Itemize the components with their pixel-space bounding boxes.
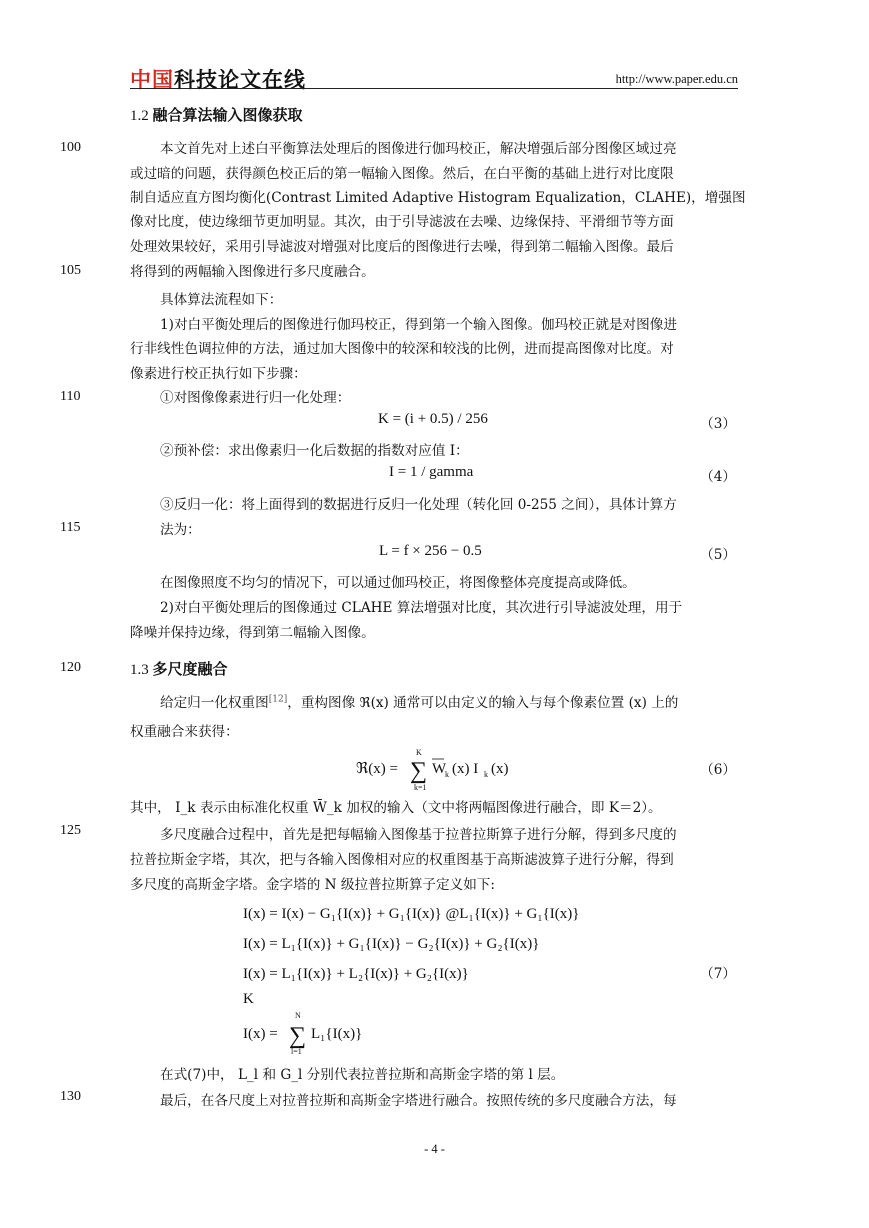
header-url[interactable]: http://www.paper.edu.cn <box>615 72 738 86</box>
line-number-100: 100 <box>60 140 81 155</box>
line-number-130: 130 <box>60 1089 81 1104</box>
section-heading-1-3 <box>130 658 228 679</box>
equation-5-number: （5） <box>700 547 736 563</box>
pyramid-line-1: 多尺度融合过程中，首先是把每幅输入图像基于拉普拉斯算子进行分解，得到多尺度的 <box>160 827 677 843</box>
equation-7-k: K <box>243 991 254 1007</box>
equation-3: K = (i + 0.5) / 256 <box>378 411 488 427</box>
equation-4-number: （4） <box>700 469 736 485</box>
substep3-line-2: 法为： <box>160 522 201 538</box>
svg-text:∑: ∑ <box>410 758 428 784</box>
pyramid-line-2: 拉普拉斯金字塔，其次，把与各输入图像相对应的权重图基于高斯滤波算子进行分解，得到 <box>130 852 674 868</box>
svg-text:k=1: k=1 <box>414 783 427 792</box>
substep-normalize: ①对图像像素进行归一化处理： <box>160 390 351 406</box>
svg-text:(x) I: (x) I <box>452 761 479 777</box>
equation-6-number: （6） <box>700 762 736 778</box>
equation-7 <box>243 898 643 1062</box>
step2-line-2: 降噪并保持边缘，得到第二幅输入图像。 <box>130 625 375 641</box>
svg-text:I(x) = L₁{I(x)} + L₂{I(x)} + G: I(x) = L₁{I(x)} + L₂{I(x)} + G₂{I(x)} <box>243 966 469 982</box>
step1-line-1: 1)对白平衡处理后的图像进行伽玛校正，得到第一个输入图像。伽玛校正就是对图像进 <box>160 317 677 333</box>
citation-12[interactable]: [12] <box>268 694 288 705</box>
svg-text:ℜ(x) =: ℜ(x) = <box>356 761 398 777</box>
flow-intro: 具体算法流程如下： <box>160 292 283 308</box>
logo-black-text: 科技论文在线 <box>174 68 306 92</box>
equation-3-number: （3） <box>700 416 736 432</box>
equation-7-graphic <box>243 898 643 1058</box>
section-number: 1.2 <box>130 108 153 124</box>
equation-6 <box>356 746 526 796</box>
svg-text:I(x) = I(x) − G₁{I(x)} + G₁{I(: I(x) = I(x) − G₁{I(x)} + G₁{I(x)} @L₁{I(x)} + G₁{I(x)} <box>243 906 580 922</box>
svg-text:L₁{I(x)}: L₁{I(x)} <box>311 1026 363 1042</box>
ms-para-line-1 <box>160 691 678 711</box>
svg-text:(x): (x) <box>491 761 509 777</box>
where-line: 其中， I_k 表示由标准化权重 W̄_k 加权的输入（文中将两幅图像进行融合，即 K＝2）。 <box>130 800 662 816</box>
equation-5: L = f × 256 − 0.5 <box>379 543 482 559</box>
line-number-105: 105 <box>60 263 81 278</box>
equation-4: I = 1 / gamma <box>389 464 474 480</box>
para1-line-2: 或过暗的问题，获得颜色校正后的第一幅输入图像。然后，在白平衡的基础上进行对比度限 <box>130 166 674 182</box>
substep3-line-1: ③反归一化：将上面得到的数据进行反归一化处理（转化回 0-255 之间），具体计算方 <box>160 497 677 513</box>
equation-7-number: （7） <box>700 966 736 982</box>
para1-line-3: 制自适应直方图均衡化(Contrast Limited Adaptive Histogram Equalization，CLAHE)，增强图 <box>130 190 746 206</box>
logo-red-text: 中国 <box>130 68 174 92</box>
ms-para-line-2: 权重融合来获得： <box>130 724 239 740</box>
svg-text:l=1: l=1 <box>291 1047 302 1056</box>
section-number: 1.3 <box>130 662 153 678</box>
svg-text:I(x) = L₁{I(x)} + G₁{I(x)} − G: I(x) = L₁{I(x)} + G₁{I(x)} − G₂{I(x)} + G₂{I(x)} <box>243 936 540 952</box>
para1-line-4: 像对比度，使边缘细节更加明显。其次，由于引导滤波在去噪、边缘保持、平滑细节等方面 <box>130 214 674 230</box>
svg-text:k: k <box>445 770 449 779</box>
para1-line-5: 处理效果较好，采用引导滤波对增强对比度后的图像进行去噪，得到第二幅输入图像。最后 <box>130 239 674 255</box>
header-rule <box>130 88 738 89</box>
ms-text-b: ，重构图像 ℜ(x) 通常可以由定义的输入与每个像素位置 (x) 上的 <box>287 695 679 711</box>
substep-precompensate: ②预补偿：求出像素归一化后数据的指数对应值 I： <box>160 443 469 459</box>
section-title: 融合算法输入图像获取 <box>152 106 303 124</box>
line-number-125: 125 <box>60 823 81 838</box>
svg-text:k: k <box>484 770 488 779</box>
step2-line-1: 2)对白平衡处理后的图像通过 CLAHE 算法增强对比度，其次进行引导滤波处理，用于 <box>160 600 683 616</box>
site-logo <box>130 64 306 94</box>
line-number-110: 110 <box>60 389 81 404</box>
pyramid-line-3: 多尺度的高斯金字塔。金字塔的 N 级拉普拉斯算子定义如下: <box>130 877 495 893</box>
section-heading-1-2 <box>130 104 303 125</box>
ms-text-a: 给定归一化权重图 <box>160 695 269 711</box>
svg-text:N: N <box>295 1011 301 1020</box>
section-title: 多尺度融合 <box>152 660 228 678</box>
para1-line-1: 本文首先对上述白平衡算法处理后的图像进行伽玛校正，解决增强后部分图像区域过亮 <box>160 141 677 157</box>
step1-line-3: 像素进行校正执行如下步骤： <box>130 366 307 382</box>
gamma-note: 在图像照度不均匀的情况下，可以通过伽玛校正，将图像整体亮度提高或降低。 <box>160 575 636 591</box>
svg-text:W: W <box>432 761 447 777</box>
line-number-120: 120 <box>60 660 81 675</box>
final-line: 最后，在各尺度上对拉普拉斯和高斯金字塔进行融合。按照传统的多尺度融合方法，每 <box>160 1093 677 1109</box>
svg-text:K: K <box>416 748 422 757</box>
equation-6-graphic <box>356 746 526 792</box>
svg-text:I(x) =: I(x) = <box>243 1026 278 1042</box>
line-number-115: 115 <box>60 520 81 535</box>
para1-line-6: 将得到的两幅输入图像进行多尺度融合。 <box>130 264 375 280</box>
eq7-explanation: 在式(7)中， L_l 和 G_l 分别代表拉普拉斯和高斯金字塔的第 l 层。 <box>160 1067 565 1083</box>
page-number: - 4 - <box>424 1142 445 1156</box>
step1-line-2: 行非线性色调拉伸的方法，通过加大图像中的较深和较浅的比例，进而提高图像对比度。对 <box>130 341 674 357</box>
svg-text:∑: ∑ <box>289 1023 307 1049</box>
